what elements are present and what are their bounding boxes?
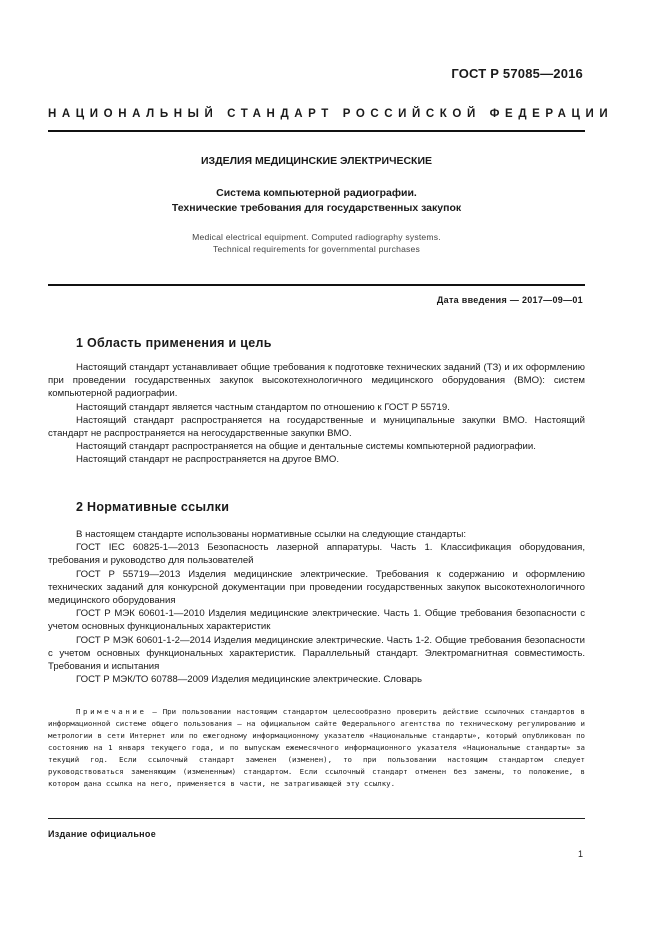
reference-note: [48, 706, 585, 790]
national-standard-heading: НАЦИОНАЛЬНЫЙ СТАНДАРТ РОССИЙСКОЙ ФЕДЕРАЦИИ: [48, 108, 614, 120]
section-2-body: [48, 528, 585, 686]
subtitle-line-1: Система компьютерной радиографии.: [216, 187, 417, 199]
reference-item: ГОСТ Р МЭК 60601-1-2—2014 Изделия медицинские электрические. Часть 1-2. Общие требования безопасности с учетом основных функциональных характеристик. Параллельный стандарт. Электромагнитная совместимость. Требования и испытания: [48, 634, 585, 673]
section-1-title: 1 Область применения и цель: [76, 336, 272, 350]
english-title: [48, 231, 585, 255]
paragraph: В настоящем стандарте использованы нормативные ссылки на следующие стандарты:: [76, 529, 467, 540]
reference-item: ГОСТ Р МЭК/ТО 60788—2009 Изделия медицинские электрические. Словарь: [76, 674, 422, 686]
header-divider: [48, 130, 585, 132]
reference-item: ГОСТ IEC 60825-1—2013 Безопасность лазерной аппаратуры. Часть 1. Классификация оборудования, требования и руководство для пользователей: [48, 542, 585, 567]
title-divider: [48, 284, 585, 286]
paragraph: Настоящий стандарт распространяется на государственные и муниципальные закупки ВМО. Настоящий стандарт не распространяется на негосударственные закупки ВМО.: [48, 414, 585, 440]
note-text: — При пользовании настоящим стандартом целесообразно проверить действие ссылочных стандартов в информационной системе общего пользования — на официальном сайте Федерального агентства по техническому регулированию и метрологии в сети Интернет или по ежегодному информационному указателю «Национальные стандарты», который опубликован по состоянию на 1 января текущего года, и по выпускам ежемесячного информационного указателя «Национальные стандарты» за текущий год. Если ссылочный стандарт заменен (изменен), то при пользовании настоящим стандартом следует руководствоваться заменяющим (измененным) стандартом. Если ссылочный стандарт отменен без замены, то положение, в котором дана ссылка на него, применяется в части, не затрагивающей эту ссылку.: [48, 707, 585, 788]
english-title-line-1: Medical electrical equipment. Computed radiography systems.: [192, 232, 441, 242]
official-edition-label: Издание официальное: [48, 829, 157, 839]
reference-item: ГОСТ Р МЭК 60601-1—2010 Изделия медицинские электрические. Часть 1. Общие требования безопасности с учетом основных функциональных характеристик: [48, 608, 585, 633]
note-label: Примечание: [76, 707, 147, 716]
english-title-line-2: Technical requirements for governmental purchases: [212, 244, 421, 254]
page-number: 1: [577, 849, 583, 859]
footer-divider: [48, 818, 585, 819]
introduction-date: Дата введения — 2017—09—01: [436, 295, 583, 305]
section-2-title: 2 Нормативные ссылки: [76, 500, 230, 514]
document-subtitle: [48, 186, 585, 216]
standard-code: ГОСТ Р 57085—2016: [451, 66, 583, 81]
paragraph: Настоящий стандарт устанавливает общие требования к подготовке технических заданий (ТЗ) и их оформлению при проведении государственных закупок высокотехнологичного медицинского оборудования (ВМО): систем компьютерной радиографии.: [48, 362, 585, 400]
reference-item: ГОСТ Р 55719—2013 Изделия медицинские электрические. Требования к содержанию и оформлению технических заданий для конкурсной документации при проведении государственных закупок высокотехнологичного медицинского оборудования: [48, 568, 585, 607]
paragraph: Настоящий стандарт распространяется на общие и дентальные системы компьютерной радиографии.: [76, 441, 536, 453]
document-title: ИЗДЕЛИЯ МЕДИЦИНСКИЕ ЭЛЕКТРИЧЕСКИЕ: [200, 155, 433, 167]
paragraph: Настоящий стандарт является частным стандартом по отношению к ГОСТ Р 55719.: [76, 401, 450, 413]
paragraph: Настоящий стандарт не распространяется на другое ВМО.: [76, 454, 340, 466]
section-1-body: [48, 361, 585, 467]
subtitle-line-2: Технические требования для государственных закупок: [171, 202, 462, 214]
